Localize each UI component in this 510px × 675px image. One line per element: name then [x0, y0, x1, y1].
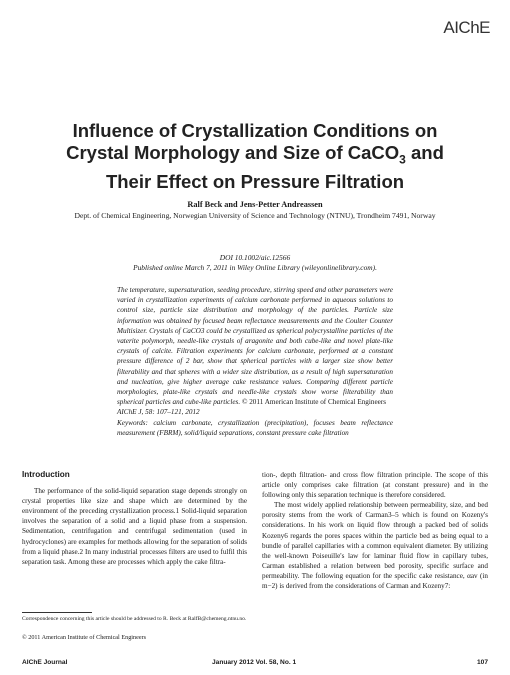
footer-copyright: © 2011 American Institute of Chemical Engineers — [22, 634, 147, 641]
footer-issue: January 2012 Vol. 58, No. 1 — [212, 659, 297, 666]
intro-paragraph-1: The performance of the solid-liquid separation stage depends strongly on crystal properties like size and shape which are determined by the environment of the preceding crystallization process.1 Solid-liquid separation involves the separation of a solid and a liquid phase from a suspension. Sedimentation, centrifugation and centrifugal sedimentation (used in hydrocyclones) are examples for methods allowing for the separation of solids from a liquid phase.2 In many industrial processes filters are used to fulfil this separation task. Among these are processes which apply the cake filtra- — [22, 487, 247, 566]
abstract-citation: AIChE J, 58: 107–121, 2012 — [117, 408, 200, 417]
intro-paragraph-2: The most widely applied relationship between permeability, size, and bed porosity stems from the work of Carman3–5 which is found on Kozeny's considerations. In his work on liquid flow through a packed bed of solids Kozeny6 regards the pores spaces within the particle bed as being equal to a bundle of parallel capillaries with a common equivalent diameter. By utilizing the well-known Poiseuille's law for laminar fluid flow in capillary tubes, Carman established a relation between bed porosity, specific surface and permeability. The following equation for the specific cake resistance, αav (in m−2) is derived from the considerations of Carman and Kozeny7: — [262, 501, 488, 591]
section-heading-introduction: Introduction — [22, 470, 70, 479]
title-subscript: 3 — [399, 152, 406, 167]
title-line-2-suffix: and — [405, 142, 444, 163]
abstract-text: The temperature, supersaturation, seeding procedure, stirring speed and other parameters were varied in crystallization experiments of calcium carbonate performed in aqueous solutions to control size, particle size distribution and morphology of the particles. Particle size information was obtained by focused beam reflectance measurements and the Coulter Counter Multisizer. Crystals of CaCO3 could be crystallized as spherical polycrystalline particles of the vaterite polymorph, needle-like crystals of aragonite and both cube-like and novel plate-like crystals of calcite. Filtration experiments for calcium carbonate, performed at a constant pressure difference of 2 bar, show that spherical particles with a larger size show better filterability and that spheres with a wider size distribution, as a result of high supersaturation and nucleation, give higher average cake resistance values. Comparing different particle morphologies, plate-like crystals and needle-like crystals show worse filterability than spherical particles and cube-like particles. — [117, 286, 393, 407]
abstract-copyright: © 2011 American Institute of Chemical Engineers — [241, 398, 387, 407]
title-line-2-prefix: Crystal Morphology and Size of CaCO — [66, 142, 400, 163]
footer-page-number: 107 — [476, 659, 488, 666]
affiliation: Dept. of Chemical Engineering, Norwegian University of Science and Technology (NTNU), Trondheim 7491, Norway — [74, 211, 436, 220]
correspondence-footnote: Correspondence concerning this article should be addressed to R. Beck at RalfB@chemeng.ntnu.no. — [22, 616, 247, 622]
right-column — [262, 470, 488, 591]
published-online: Published online March 7, 2011 in Wiley Online Library (wileyonlinelibrary.com). — [133, 263, 377, 272]
keywords: Keywords: calcium carbonate, crystallization (precipitation), focuses beam reflectance measurement (FBRM), solid/liquid separations, constant pressure cake filtration — [117, 418, 393, 437]
footer-journal-name: AIChE Journal — [22, 659, 68, 666]
authors: Ralf Beck and Jens-Petter Andreassen — [187, 200, 323, 209]
abstract — [117, 285, 393, 438]
left-column — [22, 470, 247, 567]
footnote-divider — [22, 612, 92, 613]
title-line-1: Influence of Crystallization Conditions on — [72, 120, 438, 141]
title-line-3: Their Effect on Pressure Filtration — [105, 170, 405, 192]
doi[interactable]: DOI 10.1002/aic.12566 — [219, 253, 291, 262]
article-title — [40, 120, 470, 193]
title-line-2 — [40, 142, 470, 171]
intro-paragraph-1-continued: tion-, depth filtration- and cross flow filtration principle. The scope of this article only comprises cake filtration (at constant pressure) and in the following only this separation technique is therefore considered. — [262, 471, 488, 500]
aiche-logo: AIChE — [443, 18, 490, 37]
